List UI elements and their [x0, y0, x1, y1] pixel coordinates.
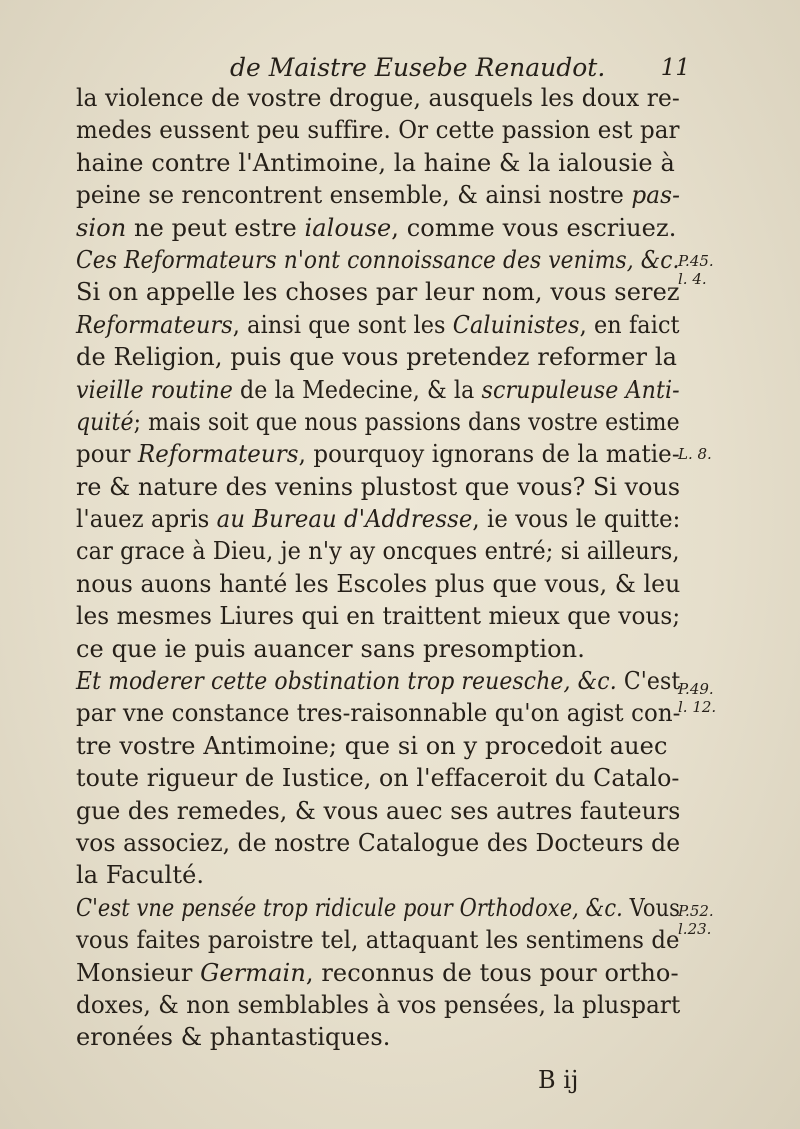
text-line	[76, 276, 680, 308]
text-run: vous faites paroistre tel, attaquant les sentimens de	[76, 926, 680, 955]
text-line	[76, 341, 680, 373]
margin-note	[678, 445, 712, 463]
text-run: doxes, & non semblables à vos pensées, la pluspart	[76, 990, 681, 1019]
italic-text: Reformateurs	[76, 310, 233, 339]
text-line	[76, 957, 680, 989]
italic-text: vieille routine	[76, 375, 233, 404]
text-line	[76, 892, 680, 924]
text-line	[76, 471, 681, 503]
margin-note-line: l. 12.	[678, 698, 717, 716]
text-run: ce que ie puis auancer sans presomption.	[76, 634, 585, 663]
body-text	[76, 82, 680, 1054]
italic-text: Et moderer cette obstination trop reuesche, &c.	[76, 667, 617, 696]
text-run: haine contre l'Antimoine, la haine & la ialousie à	[76, 148, 675, 177]
italic-text: C'est vne pensée trop ridicule pour Orthodoxe, &c.	[76, 893, 623, 922]
text-line	[76, 795, 681, 827]
text-run: peine se rencontrent ensemble, & ainsi nostre	[76, 181, 632, 210]
text-run: , ainsi que sont les	[232, 310, 453, 339]
text-run: tre vostre Antimoine; que si on y procedoit auec	[76, 731, 668, 760]
text-run: la Faculté.	[76, 861, 205, 890]
text-run: toute rigueur de Iustice, on l'effaceroit du Catalo-	[76, 764, 680, 793]
text-line	[76, 147, 680, 179]
text-run: l'auez apris	[76, 505, 217, 534]
text-run: pour	[76, 440, 138, 469]
text-run: re & nature des venins plustost que vous? Si vous	[76, 472, 681, 501]
margin-note-page: P.45.	[678, 252, 714, 270]
text-line	[76, 82, 680, 114]
italic-text: scrupuleuse Anti-	[481, 375, 680, 404]
text-run: Monsieur	[76, 958, 201, 987]
text-line	[76, 762, 680, 794]
text-run: ne peut estre	[126, 213, 305, 242]
text-run: medes eussent peu suffire. Or cette passion est par	[76, 116, 680, 145]
text-run: la violence de vostre drogue, ausquels les doux re-	[76, 84, 680, 112]
text-line	[76, 114, 680, 146]
text-run: Vous	[622, 893, 680, 922]
text-line	[76, 568, 681, 600]
italic-text: Ces Reformateurs n'ont connoissance des venims, &c.	[76, 245, 680, 274]
text-line	[76, 665, 681, 697]
text-line	[76, 309, 680, 341]
text-line	[76, 1021, 680, 1053]
text-run: eronées & phantastiques.	[76, 1023, 391, 1052]
italic-text: Caluinistes	[452, 310, 580, 339]
text-run: vos associez, de nostre Catalogue des Docteurs de	[76, 828, 681, 857]
italic-text: ialouse	[304, 213, 392, 242]
text-line	[76, 924, 680, 956]
text-line	[76, 827, 681, 859]
margin-note-line: l.23.	[678, 920, 712, 938]
margin-note-line: l. 4.	[678, 270, 707, 288]
text-line	[76, 633, 680, 665]
text-run: , comme vous escriuez.	[391, 213, 677, 242]
text-run: , ie vous le quitte:	[472, 505, 681, 534]
text-run: C'est	[616, 667, 681, 696]
running-title: de Maistre Eusebe Renaudot.	[230, 53, 606, 82]
page-header	[70, 50, 690, 86]
text-line	[76, 503, 681, 535]
text-run: , reconnus de tous pour ortho-	[305, 958, 679, 987]
text-line	[76, 438, 680, 470]
text-run: , en faict	[579, 310, 680, 339]
italic-text: pas-	[631, 181, 680, 210]
text-line	[76, 374, 680, 406]
signature-mark: B ij	[538, 1066, 579, 1094]
italic-text: au Bureau d'Addresse	[216, 505, 473, 534]
text-run: ; mais soit que nous passions dans vostre estime	[133, 407, 680, 436]
text-run: , pourquoy ignorans de la matie-	[298, 440, 680, 469]
text-line	[76, 697, 681, 729]
text-line	[76, 730, 680, 762]
text-line	[76, 406, 680, 438]
margin-note-page: P.52.	[678, 902, 714, 920]
text-run: par vne constance tres-raisonnable qu'on agist con-	[76, 699, 681, 728]
text-run: gue des remedes, & vous auec ses autres fauteurs	[76, 796, 681, 825]
text-line	[76, 989, 681, 1021]
margin-note	[678, 680, 716, 716]
italic-text: sion	[76, 213, 127, 242]
text-run: Si on appelle les choses par leur nom, vous serez	[76, 278, 680, 307]
text-line	[76, 244, 680, 276]
italic-text: Germain	[200, 958, 306, 987]
text-line	[76, 212, 680, 244]
margin-note	[678, 902, 714, 938]
italic-text: quité	[76, 407, 134, 436]
margin-note-page: L. 8.	[678, 445, 712, 463]
italic-text: Reformateurs	[137, 440, 299, 469]
text-run: car grace à Dieu, je n'y ay oncques entré; si ailleurs,	[76, 537, 680, 566]
margin-note-page: P.49.	[678, 680, 714, 698]
text-line	[76, 535, 680, 567]
text-run: de Religion, puis que vous pretendez reformer la	[76, 343, 678, 372]
page-number: 11	[660, 55, 690, 81]
text-line	[76, 859, 680, 891]
text-line	[76, 179, 680, 211]
text-run: les mesmes Liures qui en traittent mieux que vous;	[76, 602, 681, 631]
margin-note	[678, 252, 714, 288]
text-line	[76, 600, 681, 632]
text-run: de la Medecine, & la	[232, 375, 482, 404]
text-run: nous auons hanté les Escoles plus que vous, & leu	[76, 569, 681, 598]
